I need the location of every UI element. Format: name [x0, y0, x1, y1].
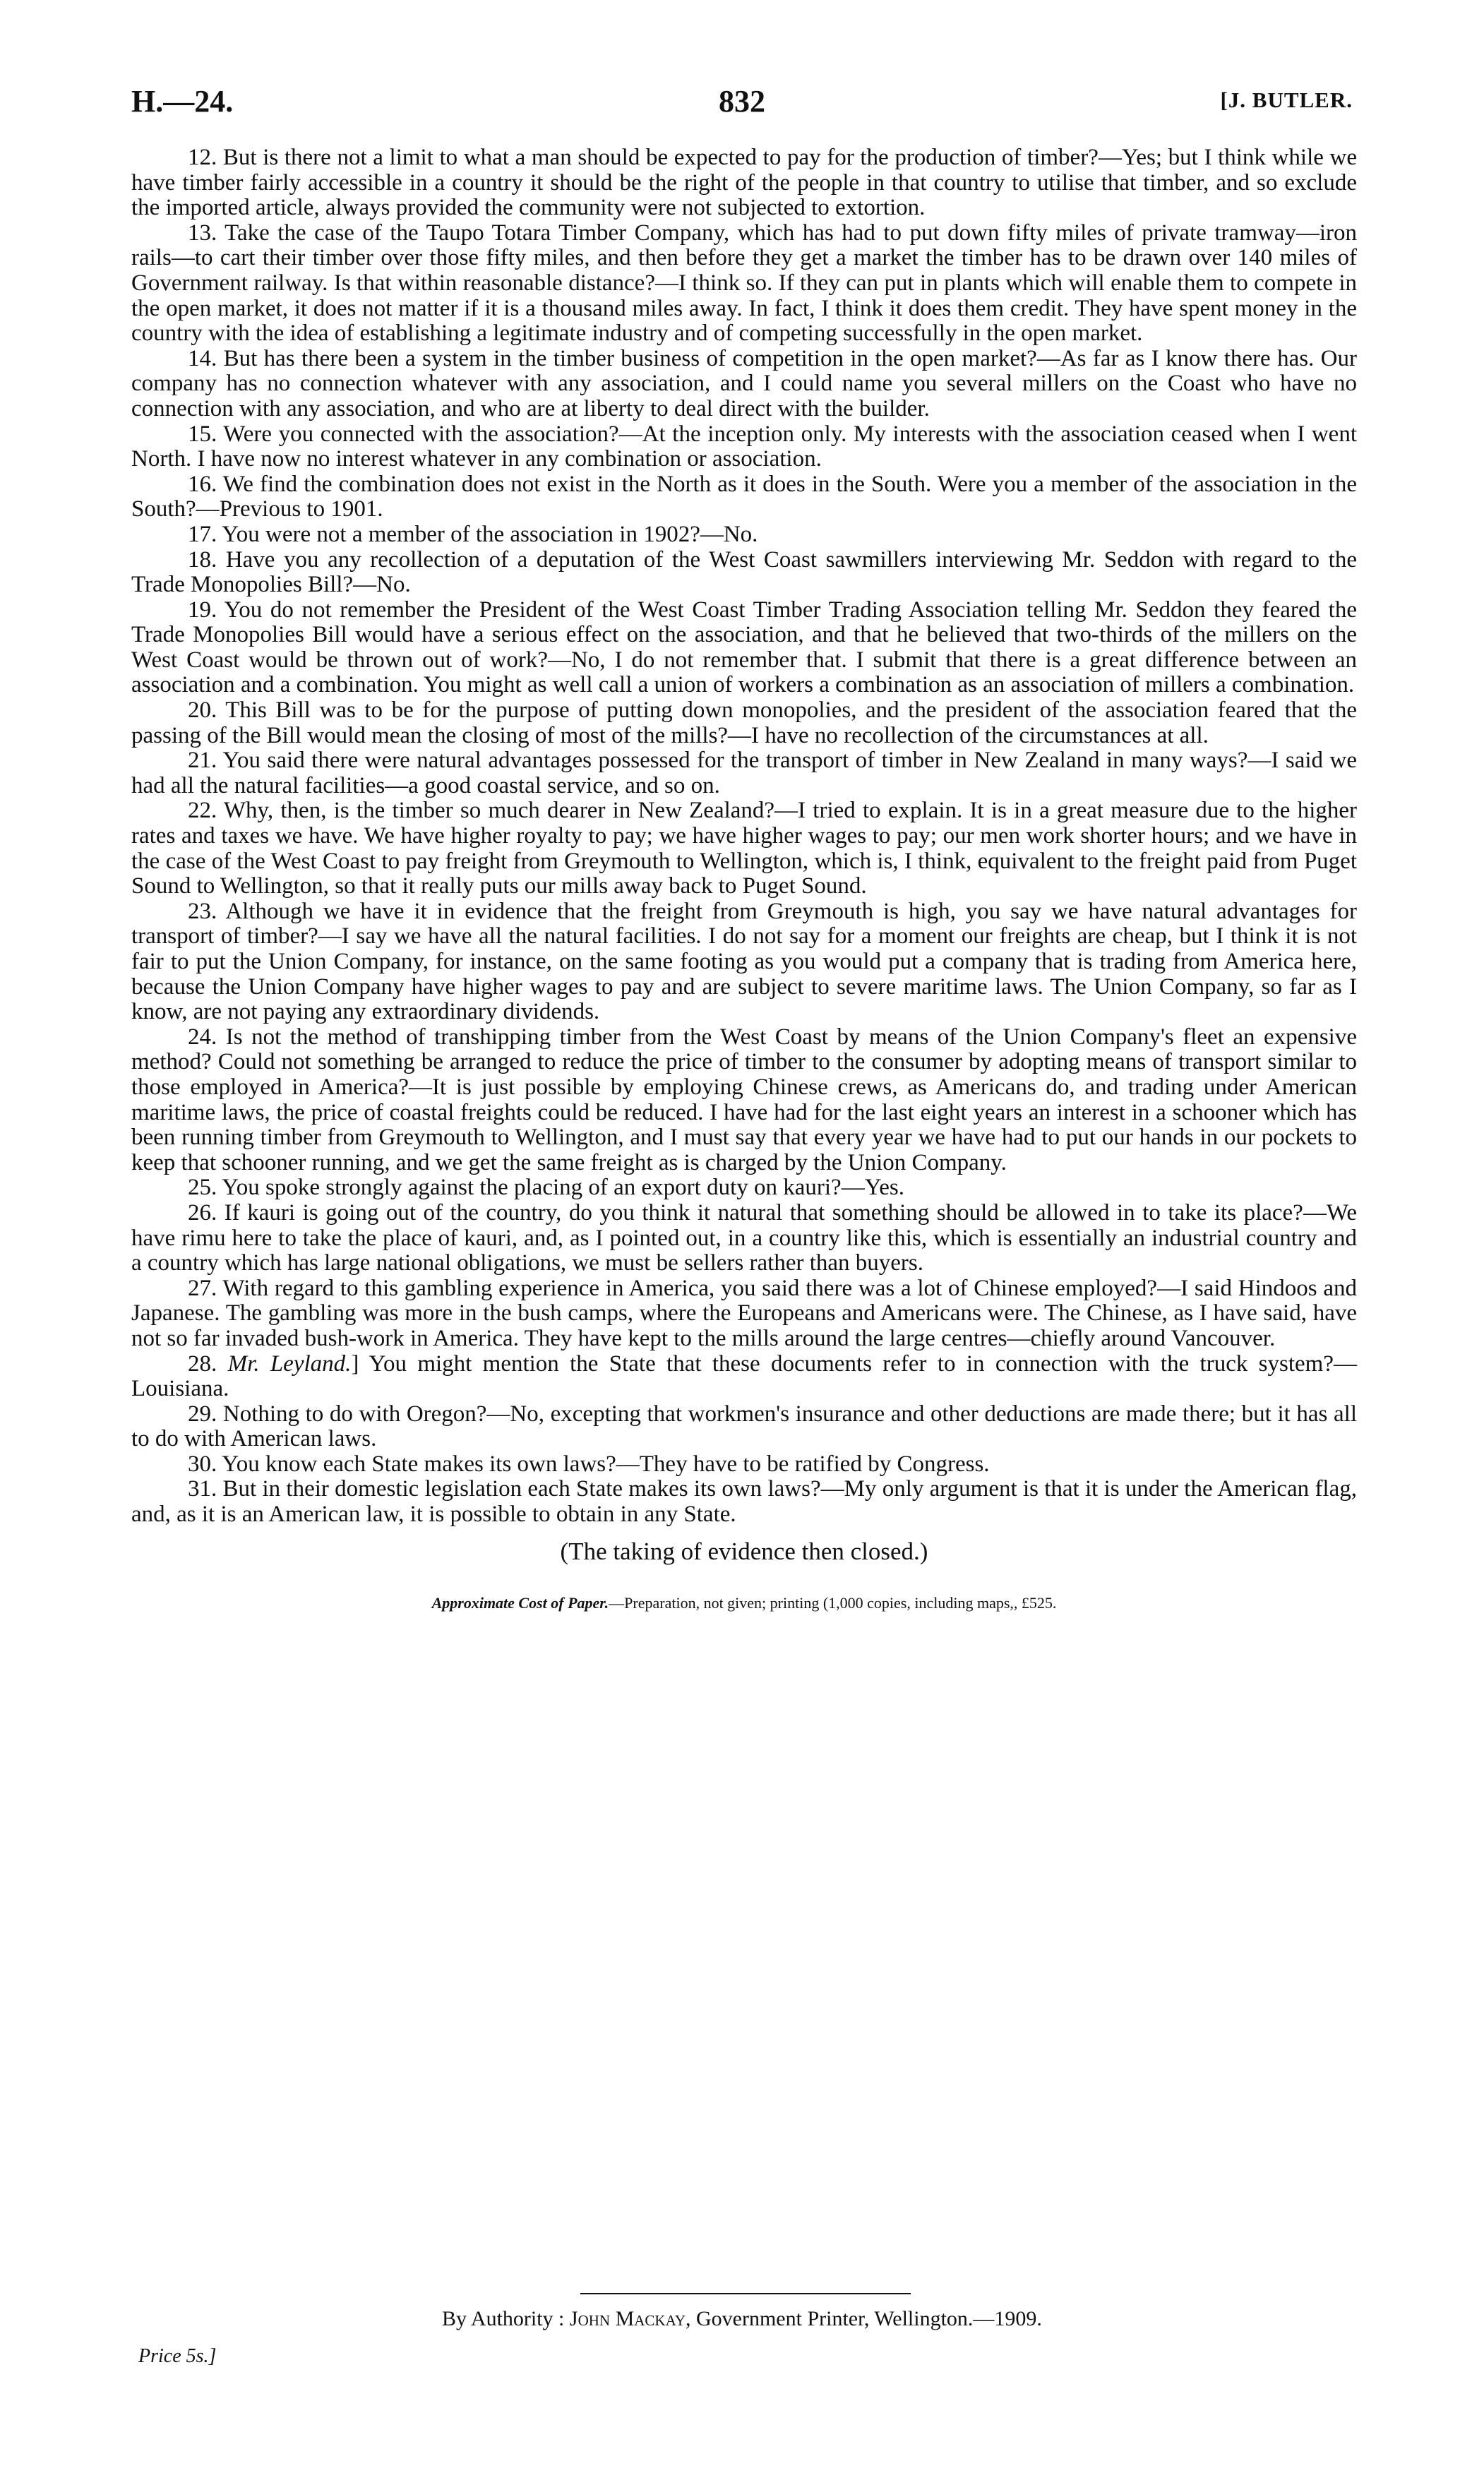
question-31: 31. But in their domestic legislation each State makes its own laws?—My only argument is that it is under the American flag, and, as it is an American law, it is possible to obtain in any State.: [131, 1476, 1357, 1528]
price-label: Price 5s.]: [138, 2345, 217, 2367]
imprint-printer: John Mackay: [569, 2307, 686, 2330]
question-25: 25. You spoke strongly against the placing of an export duty on kauri?—Yes.: [188, 1175, 904, 1201]
evidence-body: [131, 145, 1357, 1616]
cost-text: —Preparation, not given; printing (1,000 copies, including maps,, £525.: [609, 1594, 1057, 1612]
question-15: 15. Were you connected with the association?—At the inception only. My interests with the association ceased when I went North. I have now no interest whatever in any combination or association.: [131, 421, 1357, 472]
question-26: 26. If kauri is going out of the country, do you think it natural that something should be allowed in to take its place?—We have rimu here to take the place of kauri, and, as I pointed out, in a country like this, which is essentially an industrial country and a country which has large national obligations, we must be sellers rather than buyers.: [131, 1199, 1357, 1276]
closing-note: (The taking of evidence then closed.): [560, 1537, 928, 1565]
footer-divider: [580, 2293, 911, 2294]
question-12: 12. But is there not a limit to what a man should be expected to pay for the production of timber?—Yes; but I think while we have timber fairly accessible in a country it should be the right of the people in that country to utilise that timber, and so exclude the imported article, always provided the community were not subjected to extortion.: [131, 145, 1357, 221]
question-18: 18. Have you any recollection of a deputation of the West Coast sawmillers interviewing Mr. Seddon with regard to the Trade Monopolies Bill?—No.: [131, 546, 1357, 598]
question-14: 14. But has there been a system in the timber business of competition in the open market?—As far as I know there has. Our company has no connection whatever with any association, and I could name you several millers on the Coast who have no connection with any association, and who are at liberty to deal direct with the builder.: [131, 345, 1357, 421]
page-number: 832: [719, 84, 765, 119]
question-28: [131, 1352, 1357, 1402]
question-28-speaker: Mr. Leyland.: [227, 1350, 352, 1377]
cost-label: Approximate Cost of Paper.: [431, 1594, 609, 1612]
question-29: 29. Nothing to do with Oregon?—No, excepting that workmen's insurance and other deductions are made there; but it has all to do with American laws.: [131, 1401, 1357, 1452]
imprint-prefix: By Authority :: [442, 2307, 570, 2330]
report-code: H.—24.: [131, 84, 234, 119]
question-16: 16. We find the combination does not exist in the North as it does in the South. Were you a member of the association in the South?—Previous to 1901.: [131, 471, 1357, 522]
witness-name: [J. BUTLER.: [1220, 88, 1353, 112]
question-21: 21. You said there were natural advantages possessed for the transport of timber in New Zealand in many ways?—I said we had all the natural facilities—a good coastal service, and so on.: [131, 748, 1357, 798]
question-24: 24. Is not the method of transhipping timber from the West Coast by means of the Union Company's fleet an expensive method? Could not something be arranged to reduce the price of timber to the consumer by adopting means of transport similar to those employed in America?—It is just possible by employing Chinese crews, as Americans do, and trading under American maritime laws, the price of coastal freights could be reduced. I have had for the last eight years an interest in a schooner which has been running timber from Greymouth to Wellington, and I must say that every year we have had to put our hands in our pockets to keep that schooner running, and we get the same freight as is charged by the Union Company.: [131, 1024, 1357, 1175]
question-17: 17. You were not a member of the association in 1902?—No.: [188, 521, 758, 547]
question-28-number: 28.: [188, 1350, 228, 1377]
question-20: 20. This Bill was to be for the purpose of putting down monopolies, and the president of the association feared that the passing of the Bill would mean the closing of most of the mills?—I have no recollection of the circumstances at all.: [131, 697, 1357, 748]
question-27: 27. With regard to this gambling experience in America, you said there was a lot of Chinese employed?—I said Hindoos and Japanese. The gambling was more in the bush camps, where the Europeans and Americans were. The Chinese, as I have said, have not so far invaded bush-work in America. They have kept to the mills around the large centres—chiefly around Vancouver.: [131, 1275, 1357, 1351]
question-19: 19. You do not remember the President of the West Coast Timber Trading Association telling Mr. Seddon they feared the Trade Monopolies Bill would have a serious effect on the association, and that he believed that two-thirds of the millers on the West Coast would be thrown out of work?—No, I do not remember that. I submit that there is a great difference between an association and a combination. You might as well call a union of workers a combination as an association of millers a combination.: [131, 597, 1357, 698]
page-header: [131, 83, 1353, 123]
question-13: 13. Take the case of the Taupo Totara Timber Company, which has had to put down fifty miles of private tramway—iron rails—to cart their timber over those fifty miles, and then before they get a market the timber has to be drawn over 140 miles of Government railway. Is that within reasonable distance?—I think so. If they can put in plants which will enable them to compete in the open market, it does not matter if it is a thousand miles away. In fact, I think it does them credit. They have spent money in the country with the idea of establishing a legitimate industry and of competing successfully in the open market.: [131, 220, 1357, 347]
question-30: 30. You know each State makes its own laws?—They have to be ratified by Congress.: [188, 1451, 990, 1477]
cost-note: [131, 1591, 1357, 1616]
question-22: 22. Why, then, is the timber so much dearer in New Zealand?—I tried to explain. It is in a great measure due to the higher rates and taxes we have. We have higher royalty to pay; we have higher wages to pay; our men work shorter hours; and we have in the case of the West Coast to pay freight from Greymouth to Wellington, which is, I think, equivalent to the freight paid from Puget Sound to Wellington, so that it really puts our mills away back to Puget Sound.: [131, 798, 1357, 899]
imprint-suffix: , Government Printer, Wellington.—1909.: [686, 2307, 1042, 2330]
question-23: 23. Although we have it in evidence that the freight from Greymouth is high, you say we have natural advantages for transport of timber?—I say we have all the natural facilities. I do not say for a moment our freights are cheap, but I think it is not fair to put the Union Company, for instance, on the same footing as you would put a company that is trading from America here, because the Union Company have higher wages to pay and are subject to severe maritime laws. The Union Company, so far as I know, are not paying any extraordinary dividends.: [131, 898, 1357, 1025]
question-28-text: ] You might mention the State that these documents refer to in connection with the truck system?—Louisiana.: [131, 1350, 1357, 1402]
printer-imprint: [0, 2307, 1484, 2331]
